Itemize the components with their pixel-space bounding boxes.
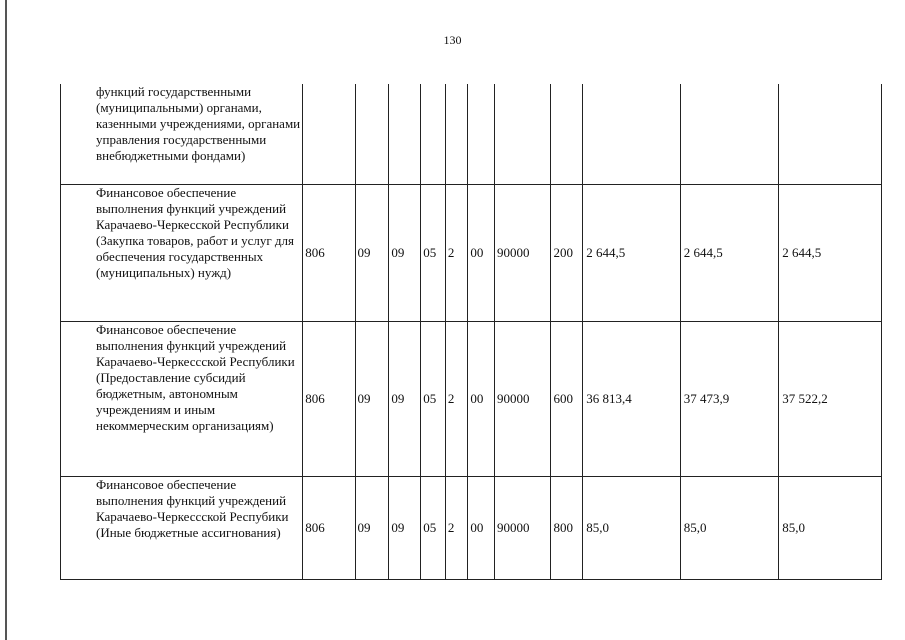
- direction-code: 90000: [495, 476, 551, 579]
- subprogram-code: 2: [445, 184, 468, 321]
- admin-code: 806: [303, 184, 355, 321]
- expense-type-code: 800: [551, 476, 583, 579]
- program-code: 05: [421, 184, 446, 321]
- table-row: [61, 184, 882, 321]
- main-activity-code: 00: [468, 321, 495, 476]
- admin-code: 806: [303, 321, 355, 476]
- main-activity-code: [468, 84, 495, 184]
- budget-table: [60, 84, 882, 580]
- subprogram-code: [445, 84, 468, 184]
- subsection-code: [389, 84, 421, 184]
- scan-edge: [5, 0, 7, 640]
- direction-code: 90000: [495, 321, 551, 476]
- main-activity-code: 00: [468, 476, 495, 579]
- program-code: 05: [421, 476, 446, 579]
- section-code: 09: [355, 184, 389, 321]
- amount-year-3: 2 644,5: [779, 184, 882, 321]
- expense-type-code: 200: [551, 184, 583, 321]
- page-number: 130: [443, 33, 462, 47]
- amount-year-1: [583, 84, 680, 184]
- row-description: Финансовое обеспечение выполнения функций учреждений Карачаево-Черкессской Республики (Предоставление субсидий бюджетным, автономным учреждениям и иным некоммерческим организациям): [61, 321, 303, 476]
- admin-code: [303, 84, 355, 184]
- table-row: [61, 321, 882, 476]
- expense-type-code: 600: [551, 321, 583, 476]
- amount-year-2: 37 473,9: [680, 321, 779, 476]
- program-code: 05: [421, 321, 446, 476]
- admin-code: 806: [303, 476, 355, 579]
- program-code: [421, 84, 446, 184]
- subprogram-code: 2: [445, 476, 468, 579]
- section-code: 09: [355, 321, 389, 476]
- amount-year-3: 85,0: [779, 476, 882, 579]
- subprogram-code: 2: [445, 321, 468, 476]
- subsection-code: 09: [389, 476, 421, 579]
- expense-type-code: [551, 84, 583, 184]
- row-description: Финансовое обеспечение выполнения функций учреждений Карачаево-Черкесской Республики (Закупка товаров, работ и услуг для обеспечения государственных (муниципальных) нужд): [61, 184, 303, 321]
- direction-code: [495, 84, 551, 184]
- amount-year-1: 2 644,5: [583, 184, 680, 321]
- amount-year-2: [680, 84, 779, 184]
- main-activity-code: 00: [468, 184, 495, 321]
- table-row: [61, 84, 882, 184]
- row-description: функций государственными (муниципальными) органами, казенными учреждениями, органами управления государственными внебюджетными фондами): [61, 84, 303, 184]
- row-description: Финансовое обеспечение выполнения функций учреждений Карачаево-Черкессской Респубики (Иные бюджетные ассигнования): [61, 476, 303, 579]
- amount-year-2: 85,0: [680, 476, 779, 579]
- amount-year-1: 36 813,4: [583, 321, 680, 476]
- table-row: [61, 476, 882, 579]
- direction-code: 90000: [495, 184, 551, 321]
- amount-year-3: [779, 84, 882, 184]
- section-code: 09: [355, 476, 389, 579]
- amount-year-2: 2 644,5: [680, 184, 779, 321]
- amount-year-3: 37 522,2: [779, 321, 882, 476]
- subsection-code: 09: [389, 321, 421, 476]
- section-code: [355, 84, 389, 184]
- subsection-code: 09: [389, 184, 421, 321]
- table-body: [61, 84, 882, 579]
- amount-year-1: 85,0: [583, 476, 680, 579]
